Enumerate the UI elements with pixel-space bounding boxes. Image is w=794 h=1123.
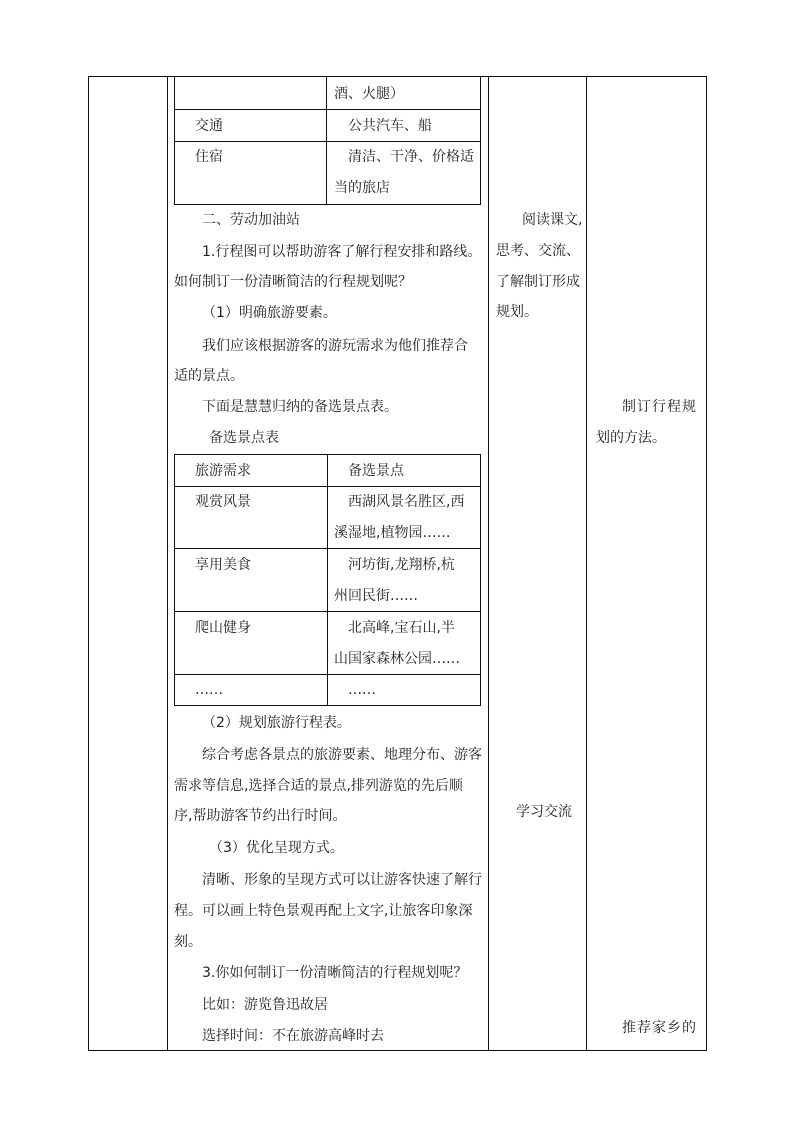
activity-line: 阅读课文, — [522, 212, 583, 228]
top-table-cell: 住宿 — [195, 149, 223, 165]
example-line: 比如：游览鲁迅故居 — [202, 997, 328, 1013]
table-cell-need: 享用美食 — [195, 557, 251, 573]
activity-line: 学习交流 — [516, 804, 572, 820]
top-table-cell: 交通 — [195, 118, 223, 134]
top-table-cell: 当的旅店 — [334, 180, 390, 196]
table-cell-spots: 西湖风景名胜区,西 — [348, 494, 465, 510]
col-divider-2 — [488, 76, 489, 1051]
table-cell-need: 爬山健身 — [195, 620, 251, 636]
top-table-cell: 酒、火腿） — [334, 86, 404, 102]
paragraph-line: 程。可以画上特色景观再配上文字,让旅客印象深 — [174, 903, 473, 919]
paragraph-line: 下面是慧慧归纳的备选景点表。 — [202, 399, 398, 415]
table-cell-need: 观赏风景 — [195, 494, 251, 510]
intent-line: 制订行程规 — [622, 399, 697, 415]
section-heading: 二、劳动加油站 — [202, 212, 300, 228]
activity-line: 思考、交流、 — [496, 243, 580, 259]
table-cell-spots: 河坊街,龙翔桥,杭 — [348, 557, 455, 573]
paragraph-line: 我们应该根据游客的游玩需求为他们推荐合 — [202, 338, 468, 354]
table-cell-spots: 溪湿地,植物园…… — [334, 525, 451, 541]
table-header-cell: 备选景点 — [348, 463, 404, 479]
intent-line: 推荐家乡的 — [622, 1020, 697, 1036]
activity-line: 规划。 — [496, 304, 538, 320]
table-cell-spots: 北高峰,宝石山,半 — [348, 620, 455, 636]
table-header-cell: 旅游需求 — [195, 463, 251, 479]
table-cell-spots: 山国家森林公园…… — [334, 651, 460, 667]
col-divider-1 — [167, 76, 168, 1051]
top-table-cell: 清洁、干净、价格适 — [348, 149, 474, 165]
paragraph-line: 1.行程图可以帮助游客了解行程安排和路线。 — [202, 244, 482, 260]
table-cell-spots: …… — [348, 682, 376, 698]
paragraph-line: 综合考虑各景点的旅游要素、地理分布、游客 — [202, 747, 482, 763]
sub-heading: （3）优化呈现方式。 — [209, 840, 344, 856]
paragraph-line: 刻。 — [174, 934, 202, 950]
paragraph-line: 序,帮助游客节约出行时间。 — [174, 808, 347, 824]
table-cell-need: …… — [195, 682, 223, 698]
col-divider-3 — [586, 76, 587, 1051]
outer-top-border — [88, 76, 707, 77]
activity-line: 了解制订形成 — [496, 274, 580, 290]
table-cell-spots: 州回民街…… — [334, 588, 418, 604]
sub-heading: （2）规划旅游行程表。 — [202, 715, 351, 731]
sub-heading: （1）明确旅游要素。 — [202, 305, 337, 321]
outer-bottom-border — [88, 1050, 707, 1051]
paragraph-line: 清晰、形象的呈现方式可以让游客快速了解行 — [202, 872, 482, 888]
outer-left-border — [88, 76, 89, 1051]
question-line: 3.你如何制订一份清晰简洁的行程规划呢？ — [202, 965, 468, 981]
intent-line: 划的方法。 — [596, 430, 666, 446]
outer-right-border — [706, 76, 707, 1051]
paragraph-line: 适的景点。 — [174, 368, 244, 384]
paragraph-line: 需求等信息,选择合适的景点,排列游览的先后顺 — [174, 778, 463, 794]
example-line: 选择时间：不在旅游高峰时去 — [202, 1028, 384, 1044]
top-table-cell: 公共汽车、船 — [348, 118, 432, 134]
table-caption: 备选景点表 — [209, 430, 279, 446]
paragraph-line: 如何制订一份清晰简洁的行程规划呢？ — [174, 274, 412, 290]
